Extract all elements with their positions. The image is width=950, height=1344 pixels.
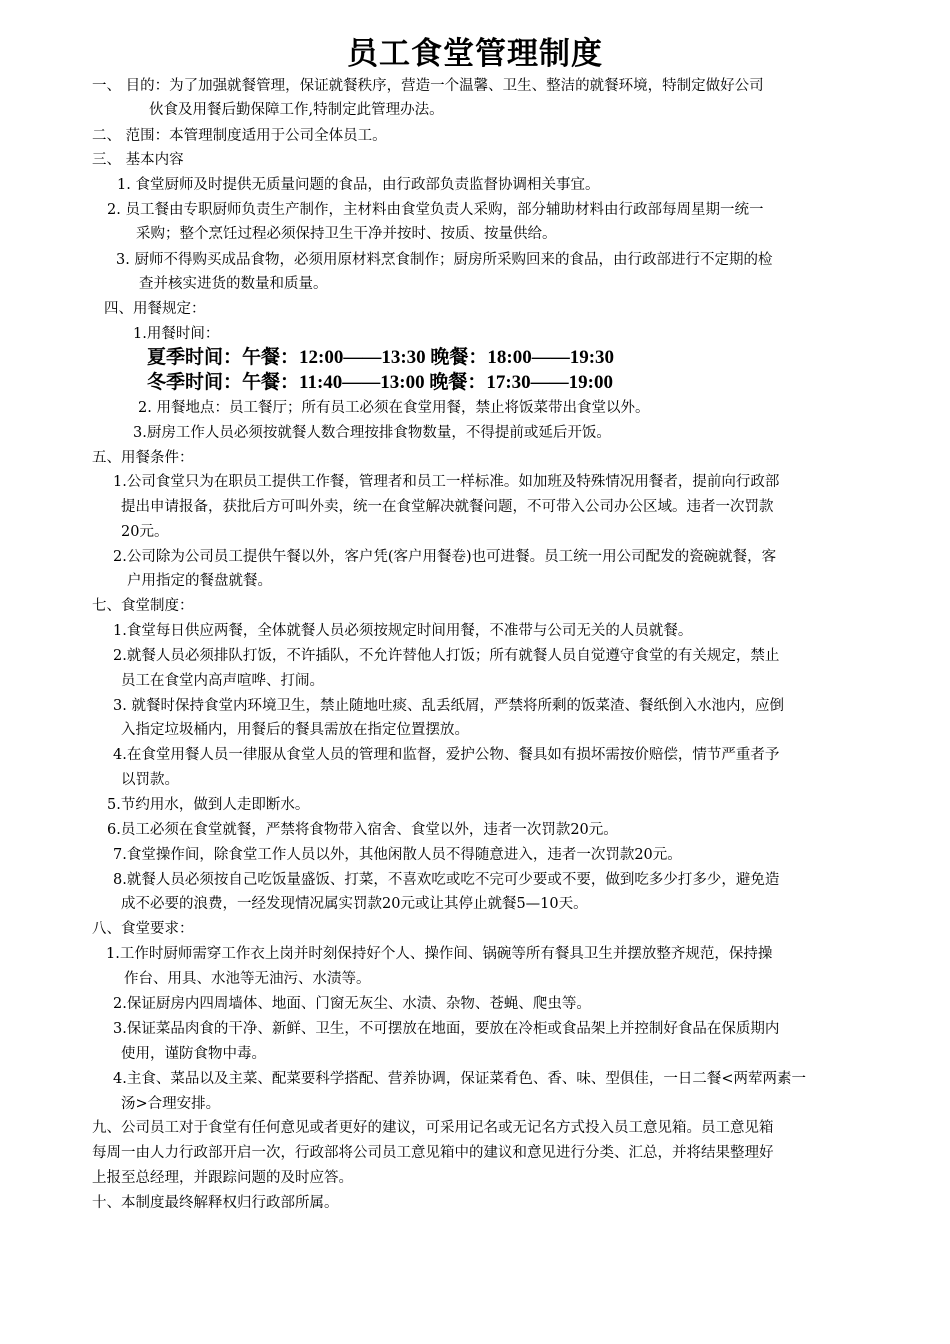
text-line: 四、用餐规定： [104, 301, 206, 317]
text-line: 1.用餐时间： [133, 326, 220, 342]
text-line: 3. 厨师不得购买成品食物，必须用原材料烹食制作；厨房所采购回来的食品，由行政部进行不定期的检 [116, 252, 773, 268]
text-line: 以罚款。 [121, 772, 179, 788]
text-line: 伙食及用餐后勤保障工作,特制定此管理办法。 [149, 102, 444, 118]
text-line: 查并核实进货的数量和质量。 [139, 276, 328, 292]
text-line: 作台、用具、水池等无油污、水渍等。 [124, 971, 371, 987]
text-line: 8.就餐人员必须按自己吃饭量盛饭、打菜，不喜欢吃或吃不完可少要或不要，做到吃多少打多少，避免造 [113, 872, 780, 888]
meal-time-summer: 夏季时间：午餐：12:00——13:30 晚餐：18:00——19:30 [147, 347, 615, 368]
text-line: 3.厨房工作人员必须按就餐人数合理按排食物数量，不得提前或延后开饭。 [133, 425, 611, 441]
text-line: 使用，谨防食物中毒。 [121, 1046, 266, 1062]
text-line: 2. 员工餐由专职厨师负责生产制作，主材料由食堂负责人采购，部分辅助材料由行政部每周星期一统一 [107, 202, 764, 218]
text-line: 七、食堂制度： [92, 598, 194, 614]
text-line: 入指定垃圾桶内，用餐后的餐具需放在指定位置摆放。 [121, 722, 469, 738]
text-line: 员工在食堂内高声喧哗、打闹。 [121, 673, 324, 689]
text-line: 2.公司除为公司员工提供午餐以外，客户凭(客户用餐卷)也可进餐。员工统一用公司配发的瓷碗就餐，客 [113, 549, 777, 565]
text-line: 7.食堂操作间，除食堂工作人员以外，其他闲散人员不得随意进入，违者一次罚款20元。 [113, 847, 682, 863]
text-line: 1. 食堂厨师及时提供无质量问题的食品，由行政部负责监督协调相关事宜。 [117, 177, 600, 193]
text-line: 十、本制度最终解释权归行政部所属。 [92, 1195, 339, 1211]
text-line: 三、 基本内容 [92, 152, 184, 168]
text-line: 2.保证厨房内四周墙体、地面、门窗无灰尘、水渍、杂物、苍蝇、爬虫等。 [113, 996, 591, 1012]
text-line: 2. 用餐地点：员工餐厅；所有员工必须在食堂用餐，禁止将饭菜带出食堂以外。 [138, 400, 650, 416]
text-line: 五、用餐条件： [92, 450, 194, 466]
text-line: 每周一由人力行政部开启一次，行政部将公司员工意见箱中的建议和意见进行分类、汇总，并将结果整理好 [92, 1145, 774, 1161]
text-line: 1.食堂每日供应两餐，全体就餐人员必须按规定时间用餐，不准带与公司无关的人员就餐。 [113, 623, 693, 639]
text-line: 6.员工必须在食堂就餐，严禁将食物带入宿舍、食堂以外，违者一次罚款20元。 [107, 822, 618, 838]
text-line: 九、公司员工对于食堂有任何意见或者更好的建议，可采用记名或无记名方式投入员工意见箱。员工意见箱 [92, 1120, 774, 1136]
text-line: 3.保证菜品肉食的干净、新鲜、卫生，不可摆放在地面，要放在冷柜或食品架上并控制好食品在保质期内 [113, 1021, 780, 1037]
text-line: 采购；整个烹饪过程必须保持卫生干净并按时、按质、按量供给。 [136, 226, 557, 242]
text-line: 汤>合理安排。 [121, 1096, 221, 1112]
text-line: 成不必要的浪费，一经发现情况属实罚款20元或让其停止就餐5—10天。 [121, 896, 588, 912]
text-line: 八、食堂要求： [92, 921, 194, 937]
text-line: 二、 范围：本管理制度适用于公司全体员工。 [92, 128, 387, 144]
text-line: 5.节约用水，做到人走即断水。 [107, 797, 310, 813]
text-line: 1.工作时厨师需穿工作衣上岗并时刻保持好个人、操作间、锅碗等所有餐具卫生并摆放整齐规范，保持操 [106, 946, 773, 962]
meal-time-winter: 冬季时间：午餐：11:40——13:00 晚餐：17:30——19:00 [147, 372, 614, 393]
text-line: 4.在食堂用餐人员一律服从食堂人员的管理和监督，爱护公物、餐具如有损坏需按价赔偿，情节严重者予 [113, 747, 780, 763]
text-line: 1.公司食堂只为在职员工提供工作餐，管理者和员工一样标准。如加班及特殊情况用餐者，提前向行政部 [113, 474, 780, 490]
text-line: 3. 就餐时保持食堂内环境卫生，禁止随地吐痰、乱丢纸屑，严禁将所剩的饭菜渣、餐纸倒入水池内，应倒 [113, 698, 784, 714]
text-line: 4.主食、菜品以及主菜、配菜要科学搭配、营养协调，保证菜肴色、香、味、型俱佳，一日二餐<两荤两素一 [113, 1071, 806, 1087]
text-line: 户用指定的餐盘就餐。 [127, 573, 272, 589]
text-line: 20元。 [121, 524, 169, 540]
text-line: 上报至总经理，并跟踪问题的及时应答。 [92, 1170, 353, 1186]
text-line: 提出申请报备，获批后方可叫外卖，统一在食堂解决就餐问题，不可带入公司办公区域。违者一次罚款 [121, 499, 774, 515]
text-line: 一、 目的：为了加强就餐管理，保证就餐秩序，营造一个温馨、卫生、整洁的就餐环境，特制定做好公司 [92, 78, 764, 94]
document-title: 员工食堂管理制度 [347, 36, 603, 72]
text-line: 2.就餐人员必须排队打饭，不许插队，不允许替他人打饭；所有就餐人员自觉遵守食堂的有关规定，禁止 [113, 648, 780, 664]
